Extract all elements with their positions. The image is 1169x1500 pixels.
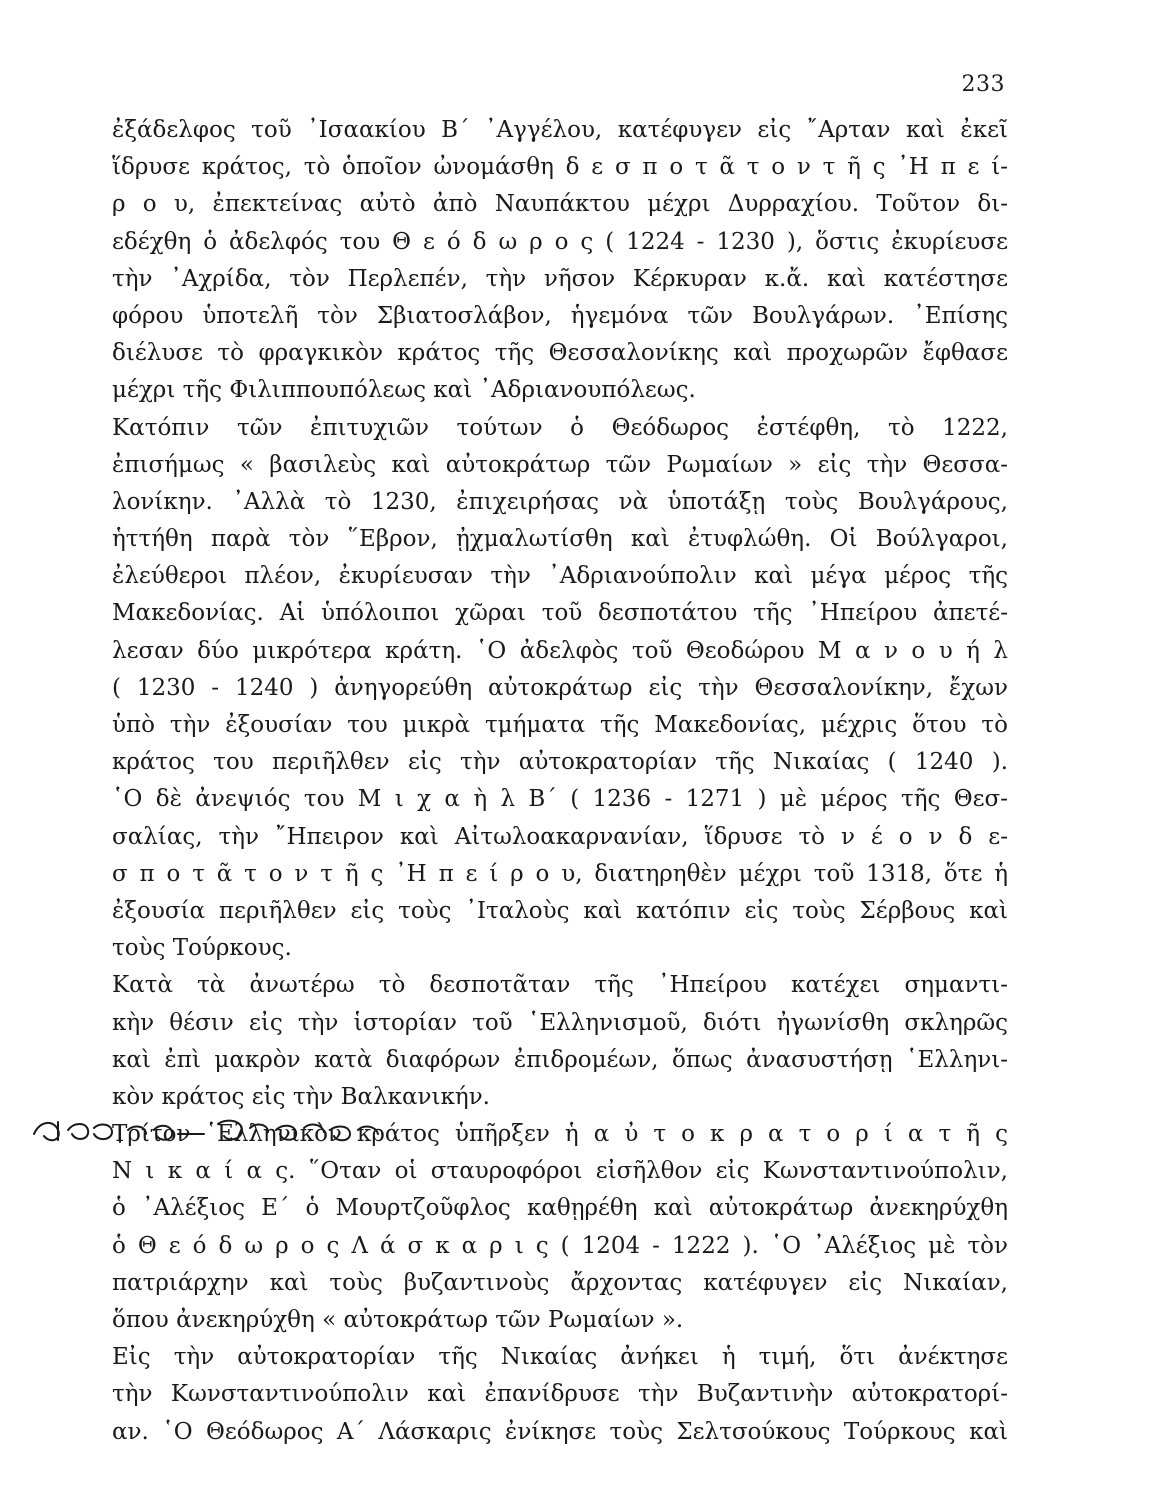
text-line-5: τὴν ᾿Αχρίδα, τὸν Περλεπέν, τὴν νῆσον Κέρκυραν κ.ἄ. καὶ κατέστησε — [112, 265, 1008, 292]
text-line-35: τὴν Κωνσταντινούπολιν καὶ ἐπανίδρυσε τὴν Βυζαντινὴν αὐτοκρατορί- — [112, 1381, 1008, 1408]
text-line-10: ἐπισήμως « βασιλεὺς καὶ αὐτοκράτωρ τῶν Ρωμαίων » εἰς τὴν Θεσσα- — [112, 451, 1008, 478]
text-line-33: ὅπου ἀνεκηρύχθη « αὐτοκράτωρ τῶν Ρωμαίων ». — [112, 1307, 684, 1333]
main-text — [112, 112, 1008, 1451]
text-line-17: ὑπὸ τὴν ἐξουσίαν του μικρὰ τμήματα τῆς Μακεδονίας, μέχρις ὅτου τὸ — [112, 712, 1008, 738]
text-line-6: φόρου ὑποτελῆ τὸν Σβιατοσλάβον, ἡγεμόνα τῶν Βουλγάρων. ᾿Επίσης — [112, 302, 1008, 329]
text-line-23: τοὺς Τούρκους. — [112, 935, 292, 962]
text-line-9: Κατόπιν τῶν ἐπιτυχιῶν τούτων ὁ Θεόδωρος ἐστέφθη, τὸ 1222, — [112, 414, 1008, 441]
text-line-4: εδέχθη ὁ ἀδελφός του Θ ε ό δ ω ρ ο ς ( 1224 - 1230 ), ὅστις ἐκυρίευσε — [112, 228, 1008, 255]
text-line-15: λεσαν δύο μικρότερα κράτη. ῾Ο ἀδελφὸς τοῦ Θεοδώρου Μ α ν ο υ ή λ — [112, 637, 1008, 664]
text-line-8: μέχρι τῆς Φιλιππουπόλεως καὶ ᾿Αδριανουπόλεως. — [112, 377, 696, 404]
text-line-16: ( 1230 - 1240 ) ἀνηγορεύθη αὐτοκράτωρ εἰς τὴν Θεσσαλονίκην, ἔχων — [112, 674, 1008, 701]
text-line-32: πατριάρχην καὶ τοὺς βυζαντινοὺς ἄρχοντας κατέφυγεν εἰς Νικαίαν, — [112, 1269, 1008, 1296]
text-line-27: κὸν κράτος εἰς τὴν Βαλκανικήν. — [112, 1083, 490, 1110]
text-line-2: ἵδρυσε κράτος, τὸ ὁποῖον ὠνομάσθη δ ε σ π ο τ ᾶ τ ο ν τ ῆ ς ᾿Η π ε ί- — [112, 154, 1008, 181]
text-line-30: ὁ ᾿Αλέξιος Ε΄ ὁ Μουρτζοῦφλος καθῃρέθη καὶ αὐτοκράτωρ ἀνεκηρύχθη — [112, 1195, 1008, 1222]
text-line-24: Κατὰ τὰ ἀνωτέρω τὸ δεσποτᾶταν τῆς ᾿Ηπείρου κατέχει σημαντι- — [112, 972, 1008, 999]
text-line-18: κράτος του περιῆλθεν εἰς τὴν αὐτοκρατορίαν τῆς Νικαίας ( 1240 ). — [112, 749, 1008, 776]
text-line-7: διέλυσε τὸ φραγκικὸν κράτος τῆς Θεσσαλονίκης καὶ προχωρῶν ἔφθασε — [112, 340, 1008, 367]
text-line-11: λονίκην. ᾿Αλλὰ τὸ 1230, ἐπιχειρήσας νὰ ὑποτάξῃ τοὺς Βουλγάρους, — [112, 488, 1008, 515]
text-line-22: ἐξουσία περιῆλθεν εἰς τοὺς ᾿Ιταλοὺς καὶ κατόπιν εἰς τοὺς Σέρβους καὶ — [112, 897, 1008, 924]
page-number: 233 — [961, 72, 1005, 97]
text-line-19: ῾Ο δὲ ἀνεψιός του Μ ι χ α ὴ λ Β΄ ( 1236 - 1271 ) μὲ μέρος τῆς Θεσ- — [112, 786, 1008, 813]
handwritten-annotation — [28, 1100, 388, 1150]
text-line-14: Μακεδονίας. Αἱ ὑπόλοιποι χῶραι τοῦ δεσποτάτου τῆς ᾿Ηπείρου ἀπετέ- — [112, 600, 1008, 627]
text-line-34: Εἰς τὴν αὐτοκρατορίαν τῆς Νικαίας ἀνήκει ἡ τιμή, ὅτι ἀνέκτησε — [112, 1344, 1008, 1371]
text-line-36: αν. ῾Ο Θεόδωρος Α΄ Λάσκαρις ἐνίκησε τοὺς Σελτσούκους Τούρκους καὶ — [112, 1418, 1008, 1445]
text-line-12: ἡττήθη παρὰ τὸν ῞Εβρον, ᾐχμαλωτίσθη καὶ ἐτυφλώθη. Οἱ Βούλγαροι, — [112, 526, 1008, 553]
text-line-13: ἐλεύθεροι πλέον, ἐκυρίευσαν τὴν ᾿Αδριανούπολιν καὶ μέγα μέρος τῆς — [112, 563, 1008, 590]
text-line-20: σαλίας, τὴν ῎Ηπειρον καὶ Αἰτωλοακαρνανίαν, ἵδρυσε τὸ ν έ ο ν δ ε- — [112, 823, 1008, 850]
text-line-28: Τρίτον ῾Ελληνικὸν κράτος ὑπῆρξεν ἡ α ὐ τ ο κ ρ α τ ο ρ ί α τ ῆ ς — [112, 1121, 1008, 1148]
text-line-25: κὴν θέσιν εἰς τὴν ἱστορίαν τοῦ ῾Ελληνισμοῦ, διότι ἠγωνίσθη σκληρῶς — [112, 1009, 1008, 1036]
text-line-1: ἐξάδελφος τοῦ ᾿Ισαακίου Β΄ ᾿Αγγέλου, κατέφυγεν εἰς ῎Αρταν καὶ ἐκεῖ — [112, 117, 1008, 143]
text-line-21: σ π ο τ ᾶ τ ο ν τ ῆ ς ᾿Η π ε ί ρ ο υ, διατηρηθὲν μέχρι τοῦ 1318, ὅτε ἡ — [112, 860, 1008, 887]
text-line-29: Ν ι κ α ί α ς. ῞Οταν οἱ σταυροφόροι εἰσῆλθον εἰς Κωνσταντινούπολιν, — [112, 1158, 1008, 1185]
text-line-31: ὁ Θ ε ό δ ω ρ ο ς Λ ά σ κ α ρ ι ς ( 1204 - 1222 ). ῾Ο ᾿Αλέξιος μὲ τὸν — [112, 1232, 1008, 1259]
text-line-3: ρ ο υ, ἐπεκτείνας αὐτὸ ἀπὸ Ναυπάκτου μέχρι Δυρραχίου. Τοῦτον δι- — [112, 191, 1008, 218]
text-line-26: καὶ ἐπὶ μακρὸν κατὰ διαφόρων ἐπιδρομέων, ὅπως ἀνασυστήσῃ ῾Ελληνι- — [112, 1046, 1008, 1073]
